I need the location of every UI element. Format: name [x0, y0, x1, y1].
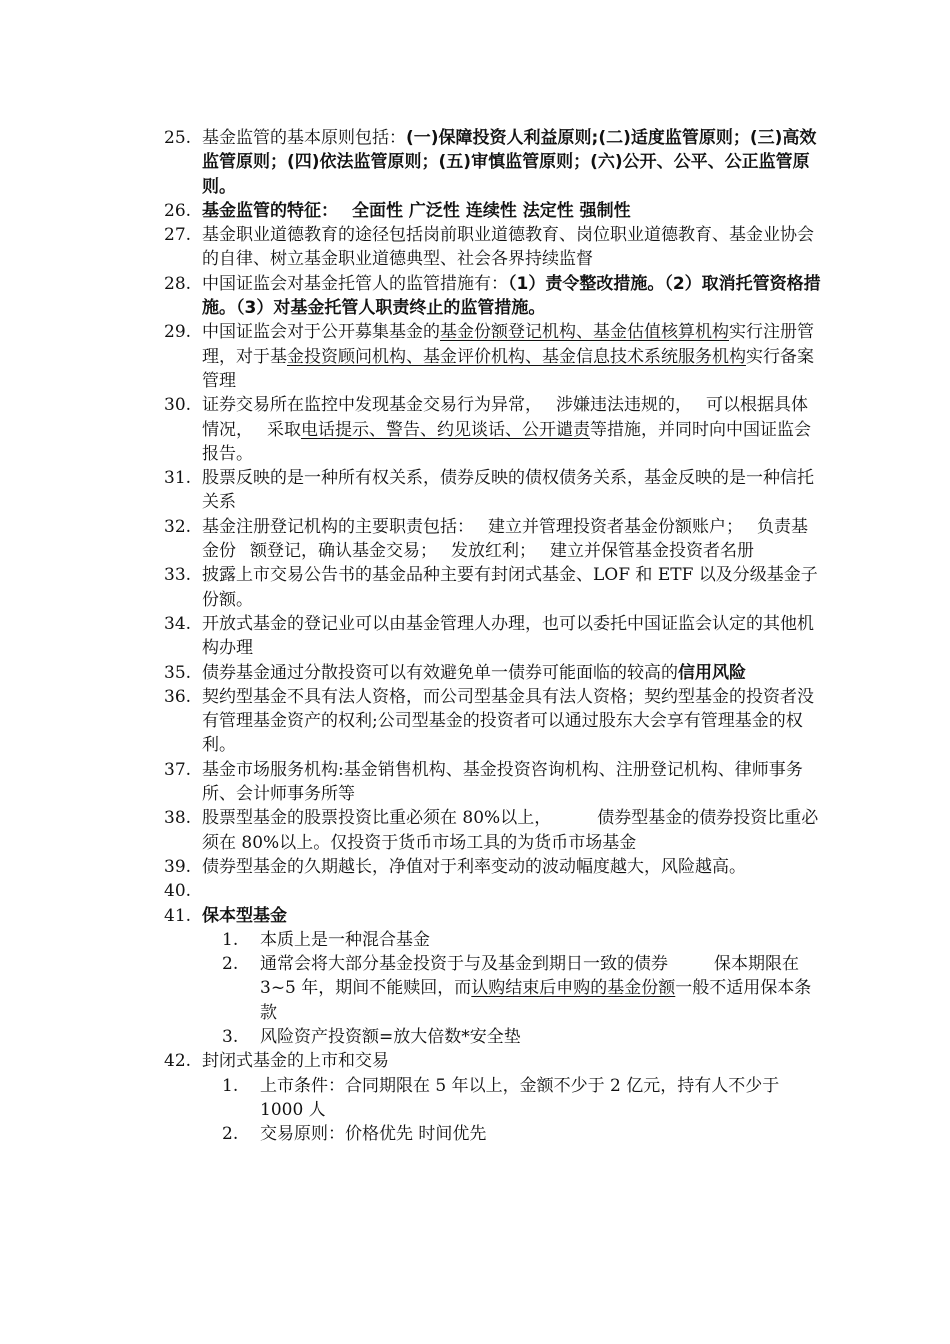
- item-text: 实行注册管理，对于基: [202, 322, 814, 367]
- item-text: 等措施，并同时向中国证监会报告。: [202, 419, 811, 464]
- item-text: 基金市场服务机构:基金销售机构、基金投资咨询机构、注册登记机构、律师事务所、会计师事务所等: [202, 759, 803, 805]
- list-item-31: [164, 466, 824, 515]
- underlined-text: 金投资顾问机构、基金评价机构、基金信息技术系统服务机构: [287, 346, 746, 367]
- sub-item-41-2: [222, 952, 824, 1025]
- list-item-34: [164, 612, 824, 661]
- list-item-29: [164, 320, 824, 393]
- sub-item-number: 2.: [222, 954, 239, 975]
- list-item-33: [164, 563, 824, 612]
- item-number: 27.: [164, 225, 192, 246]
- item-text: 开放式基金的登记业可以由基金管理人办理，也可以委托中国证监会认定的其他机构办理: [202, 613, 814, 659]
- item-text: 涉嫌违法违规的，: [556, 395, 692, 416]
- item-number: 25.: [164, 128, 192, 148]
- item-text-bold: 信用风险: [678, 662, 746, 683]
- item-text: 实行备案管理: [202, 346, 814, 391]
- item-text: 基金注册登记机构的主要职责包括：: [202, 516, 474, 537]
- list-item-30: [164, 393, 824, 466]
- sub-item-42-1: [222, 1074, 824, 1123]
- item-text: [202, 879, 824, 903]
- sub-item-text: 上市条件：合同期限在 5 年以上，金额不少于 2 亿元，持有人不少于 1000 人: [260, 1075, 780, 1120]
- item-text: 采取: [267, 419, 301, 440]
- item-text: 证券交易所在监控中发现基金交易行为异常，: [202, 395, 542, 416]
- item-text: 基金监管的基本原则包括：: [202, 128, 406, 148]
- item-number: 42.: [164, 1051, 192, 1072]
- item-number: 39.: [164, 856, 192, 877]
- item-text: 建立并管理投资者基金份额账户；: [488, 516, 743, 537]
- sub-item-41-1: [222, 928, 824, 952]
- underlined-text: 基金份额登记机构、基金估值核算机构: [440, 322, 729, 343]
- item-text: 中国证监会对于公开募集基金的: [202, 322, 440, 343]
- sub-item-number: 2.: [222, 1124, 239, 1145]
- item-heading: 保本型基金: [202, 905, 287, 926]
- item-text-bold: 基金监管的特征：: [202, 200, 338, 221]
- sub-item-text: 通常会将大部分基金投资于与及基金到期日一致的债券: [260, 954, 668, 975]
- list-item-32: [164, 515, 824, 564]
- underlined-text: 电话提示、警告、约见谈话、公开谴责: [301, 419, 590, 440]
- item-text: 额登记，确认基金交易；: [250, 541, 437, 562]
- list-item-41: [164, 904, 824, 928]
- list-item-28: [164, 272, 824, 321]
- sub-item-number: 3.: [222, 1026, 239, 1047]
- sub-item-42-2: [222, 1122, 824, 1146]
- item-text-bold: (一)保障投资人利益原则;(二)适度监管原则；(三)高效监管原则；(四)依法监管原则；(五)审慎监管原则；(六)公开、公平、公正监管原则。: [202, 128, 817, 197]
- item-number: 32.: [164, 516, 192, 537]
- item-number: 37.: [164, 759, 192, 780]
- item-text: 债券型基金的久期越长，净值对于利率变动的波动幅度越大，风险越高。: [202, 856, 746, 877]
- sub-item-number: 1.: [222, 1075, 239, 1096]
- sub-item-text: 保本期限在 3~5 年，期间不能赎回，而: [260, 954, 799, 999]
- sub-item-text: 本质上是一种混合基金: [260, 929, 430, 950]
- item-text: 建立并保管基金投资者名册: [550, 541, 754, 562]
- list-item-42: [164, 1049, 824, 1073]
- item-text-bold: （1）责令整改措施。（2）取消托管资格措施。（3）对基金托管人职责终止的监管措施。: [202, 273, 821, 319]
- item-number: 29.: [164, 322, 192, 343]
- sub-item-text: 交易原则：价格优先 时间优先: [260, 1124, 487, 1145]
- item-number: 35.: [164, 662, 192, 683]
- item-number: 38.: [164, 808, 192, 829]
- item-number: 34.: [164, 613, 192, 634]
- item-text-bold: 全面性 广泛性 连续性 法定性 强制性: [352, 200, 631, 221]
- list-item-36: [164, 685, 824, 758]
- item-text: 中国证监会对基金托管人的监管措施有：: [202, 273, 508, 294]
- underlined-text: 认购结束后申购的基金份额: [471, 978, 676, 999]
- list-item-27: [164, 223, 824, 272]
- sub-item-text: 风险资产投资额=放大倍数*安全垫: [260, 1026, 521, 1047]
- item-number: 28.: [164, 273, 192, 294]
- list-item-40: [164, 879, 824, 903]
- list-item-35: [164, 661, 824, 685]
- item-text: 股票型基金的股票投资比重必须在 80%以上，: [202, 808, 552, 829]
- sub-item-41-3: [222, 1025, 824, 1049]
- item-number: 31.: [164, 468, 192, 489]
- item-number: 26.: [164, 200, 192, 221]
- item-number: 41.: [164, 905, 192, 926]
- sub-item-number: 1.: [222, 929, 239, 950]
- item-text: 披露上市交易公告书的基金品种主要有封闭式基金、LOF 和 ETF 以及分级基金子份额。: [202, 565, 818, 610]
- item-text: 封闭式基金的上市和交易: [202, 1051, 389, 1072]
- item-number: 40.: [164, 881, 192, 902]
- list-item-37: [164, 758, 824, 807]
- item-text: 契约型基金不具有法人资格，而公司型基金具有法人资格；契约型基金的投资者没有管理基金资产的权利;公司型基金的投资者可以通过股东大会享有管理基金的权利。: [202, 686, 814, 756]
- item-number: 30.: [164, 395, 192, 416]
- item-text: 基金职业道德教育的途径包括岗前职业道德教育、岗位职业道德教育、基金业协会的自律、树立基金职业道德典型、社会各界持续监督: [202, 225, 814, 270]
- item-text: 发放红利；: [451, 541, 536, 562]
- numbered-list: [164, 126, 824, 1146]
- item-number: 36.: [164, 686, 192, 707]
- list-item-39: [164, 855, 824, 879]
- item-text: 债券型基金的债券投资比重必须在 80%以上。仅投资于货币市场工具的为货币市场基金: [202, 808, 819, 853]
- item-text: 可以根据具体情况，: [202, 395, 808, 440]
- list-item-38: [164, 806, 824, 855]
- list-item-26: [164, 199, 824, 223]
- item-text: 股票反映的是一种所有权关系，债券反映的债权债务关系，基金反映的是一种信托关系: [202, 468, 814, 513]
- item-text: 债券基金通过分散投资可以有效避免单一债券可能面临的较高的: [202, 662, 678, 683]
- item-number: 33.: [164, 565, 192, 586]
- list-item-25: [164, 126, 824, 199]
- sub-item-text: 一般不适用保本条款: [260, 978, 812, 1023]
- item-text: 负责基金份: [202, 516, 808, 562]
